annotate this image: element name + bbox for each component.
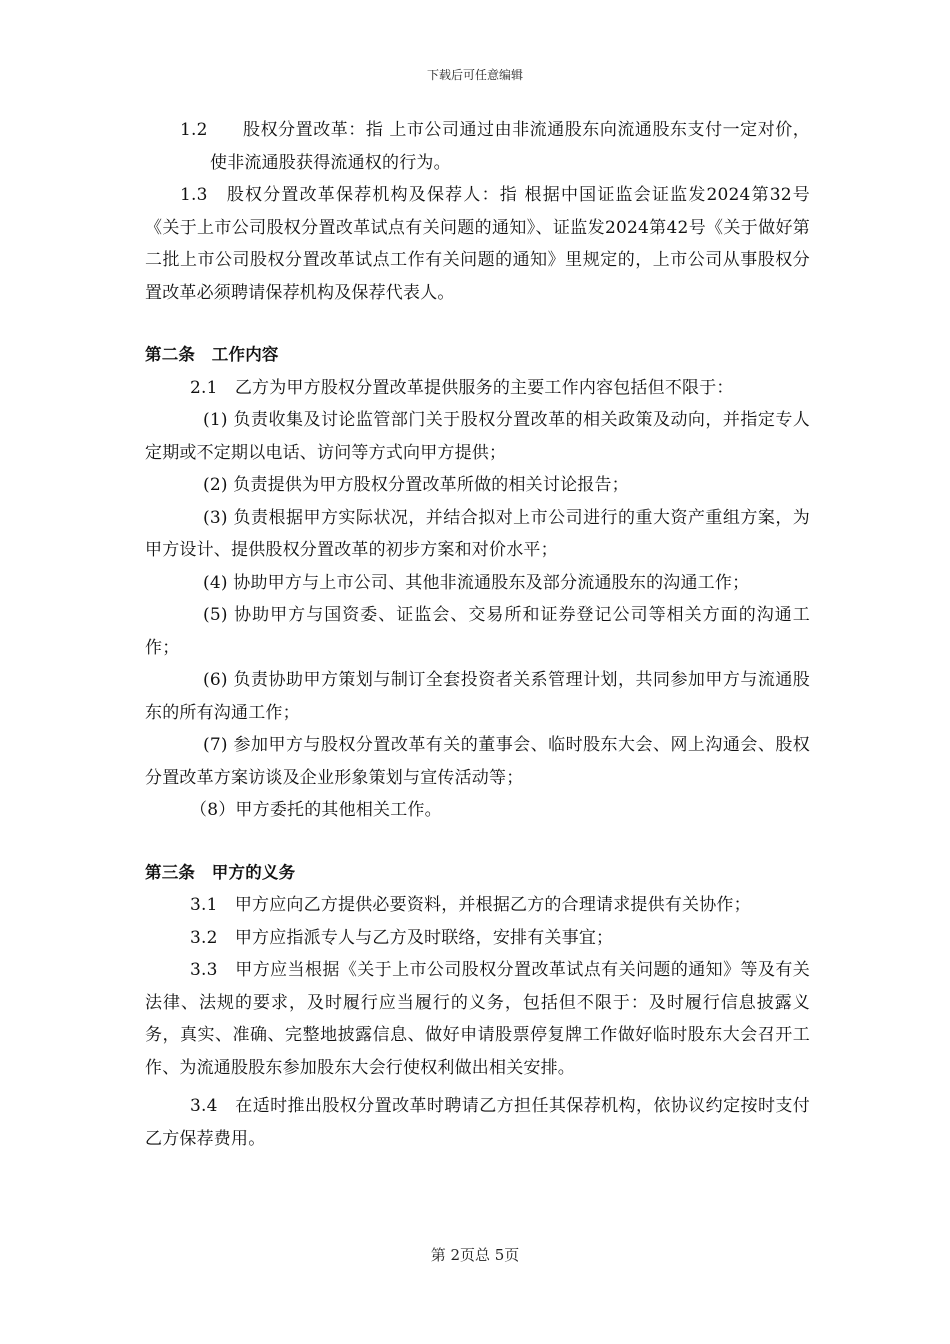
work-item-2: (2) 负责提供为甲方股权分置改革所做的相关讨论报告； (203, 475, 629, 495)
work-item-8: （8）甲方委托的其他相关工作。 (190, 800, 442, 820)
clause-3-1: 3.1 甲方应向乙方提供必要资料，并根据乙方的合理请求提供有关协作； (190, 895, 751, 915)
page-footer: 第 2页总 5页 (430, 1246, 520, 1264)
work-item-4: (4) 协助甲方与上市公司、其他非流通股东及部分流通股东的沟通工作； (203, 572, 750, 593)
work-item-7: (7) 参加甲方与股权分置改革有关的董事会、临时股东大会、网上沟通会、股权分置改革方案访谈及企业形象策划与宣传活动等； (145, 735, 810, 788)
work-item-5: (5) 协助甲方与国资委、证监会、交易所和证券登记公司等相关方面的沟通工作； (145, 605, 810, 658)
clause-3-4: 3.4 在适时推出股权分置改革时聘请乙方担任其保荐机构，依协议约定按时支付乙方保荐费用。 (145, 1096, 810, 1149)
clause-1-2: 1.2 股权分置改革：指 上市公司通过由非流通股东向流通股东支付一定对价，使非流通股获得流通权的行为。 (180, 120, 810, 173)
clause-3-2: 3.2 甲方应指派专人与乙方及时联络，安排有关事宜； (190, 927, 614, 948)
section-2-heading: 第二条 工作内容 (145, 345, 279, 364)
work-item-1: (1) 负责收集及讨论监管部门关于股权分置改革的相关政策及动向，并指定专人定期或不定期以电话、访问等方式向甲方提供； (145, 410, 810, 463)
clause-1-3: 1.3 股权分置改革保荐机构及保荐人：指 根据中国证监会证监发2024第32号《关于上市公司股权分置改革试点有关问题的通知》、证监发2024第42号《关于做好第二批上市公司股权分置改革试点工作有关问题的通知》里规定的，上市公司从事股权分置改革必须聘请保荐机构及保荐代表人。 (145, 185, 811, 303)
page-header: 下载后可任意编辑 (426, 68, 523, 82)
document-body (145, 114, 810, 1155)
work-item-3: (3) 负责根据甲方实际状况，并结合拟对上市公司进行的重大资产重组方案，为甲方设计、提供股权分置改革的初步方案和对价水平； (145, 507, 810, 560)
work-item-6: (6) 负责协助甲方策划与制订全套投资者关系管理计划，共同参加甲方与流通股东的所有沟通工作； (145, 670, 810, 723)
section-3-heading: 第三条 甲方的义务 (145, 862, 296, 882)
clause-3-3: 3.3 甲方应当根据《关于上市公司股权分置改革试点有关问题的通知》等及有关法律、法规的要求，及时履行应当履行的义务，包括但不限于：及时履行信息披露义务，真实、准确、完整地披露信息、做好申请股票停复牌工作做好临时股东大会召开工作、为流通股股东参加股东大会行使权利做出相关安排。 (145, 960, 810, 1078)
clause-2-1: 2.1 乙方为甲方股权分置改革提供服务的主要工作内容包括但不限于： (190, 377, 734, 398)
